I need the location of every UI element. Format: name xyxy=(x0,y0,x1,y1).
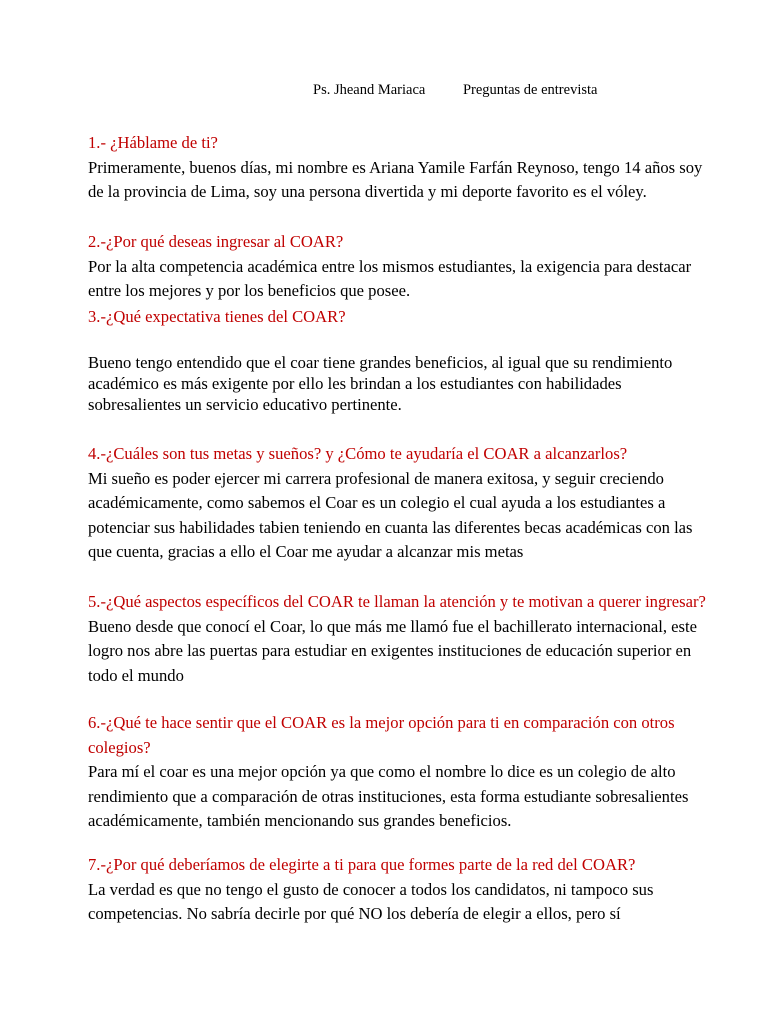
answer-4: Mi sueño es poder ejercer mi carrera profesional de manera exitosa, y seguir creciendo académicamente, como sabemos el Coar es un colegio el cual ayuda a los estudiantes a potenciar sus habilidades tabien teniendo en cuanta las diferentes becas académicas con las que cuenta, gracias a ello el Coar me ayudar a alcanzar mis metas xyxy=(88,468,693,561)
qa-block-1 xyxy=(88,131,716,205)
question-5: 5.-¿Qué aspectos específicos del COAR te llaman la atención y te motivan a querer ingresar? xyxy=(88,592,706,611)
question-4: 4.-¿Cuáles son tus metas y sueños? y ¿Cómo te ayudaría el COAR a alcanzarlos? xyxy=(88,444,628,463)
qa-block-3 xyxy=(88,305,716,415)
answer-7: La verdad es que no tengo el gusto de conocer a todos los candidatos, ni tampoco sus competencias. No sabría decirle por qué NO los debería de elegir a ellos, pero sí xyxy=(88,879,654,923)
qa-block-5 xyxy=(88,590,716,688)
answer-6: Para mí el coar es una mejor opción ya que como el nombre lo dice es un colegio de alto rendimiento que a comparación de otras instituciones, esta forma estudiante sobresalientes académicamente, también mencionando sus grandes beneficios. xyxy=(88,762,689,830)
question-1: 1.- ¿Háblame de ti? xyxy=(88,133,218,152)
question-6: 6.-¿Qué te hace sentir que el COAR es la mejor opción para ti en comparación con otros colegios? xyxy=(88,713,675,757)
qa-block-2 xyxy=(88,230,716,304)
question-2: 2.-¿Por qué deseas ingresar al COAR? xyxy=(88,232,344,251)
answer-1: Primeramente, buenos días, mi nombre es Ariana Yamile Farfán Reynoso, tengo 14 años soy de la provincia de Lima, soy una persona divertida y mi deporte favorito es el vóley. xyxy=(88,157,703,201)
answer-3: Bueno tengo entendido que el coar tiene grandes beneficios, al igual que su rendimiento académico es más exigente por ello les brindan a los estudiantes con habilidades sobresalientes un servicio educativo pertinente. xyxy=(88,352,673,414)
header-author: Ps. Jheand Mariaca xyxy=(313,82,426,98)
answer-5: Bueno desde que conocí el Coar, lo que más me llamó fue el bachillerato internacional, este logro nos abre las puertas para estudiar en exigentes instituciones de educación superior en todo el mundo xyxy=(88,616,697,685)
qa-block-6 xyxy=(88,711,716,834)
question-7: 7.-¿Por qué deberíamos de elegirte a ti para que formes parte de la red del COAR? xyxy=(88,855,636,874)
header-title: Preguntas de entrevista xyxy=(462,82,598,98)
question-3: 3.-¿Qué expectativa tienes del COAR? xyxy=(88,307,346,326)
qa-block-4 xyxy=(88,442,716,565)
answer-2: Por la alta competencia académica entre los mismos estudiantes, la exigencia para destacar entre los mejores y por los beneficios que posee. xyxy=(88,256,692,300)
page-header xyxy=(313,82,597,99)
qa-block-7 xyxy=(88,853,716,927)
